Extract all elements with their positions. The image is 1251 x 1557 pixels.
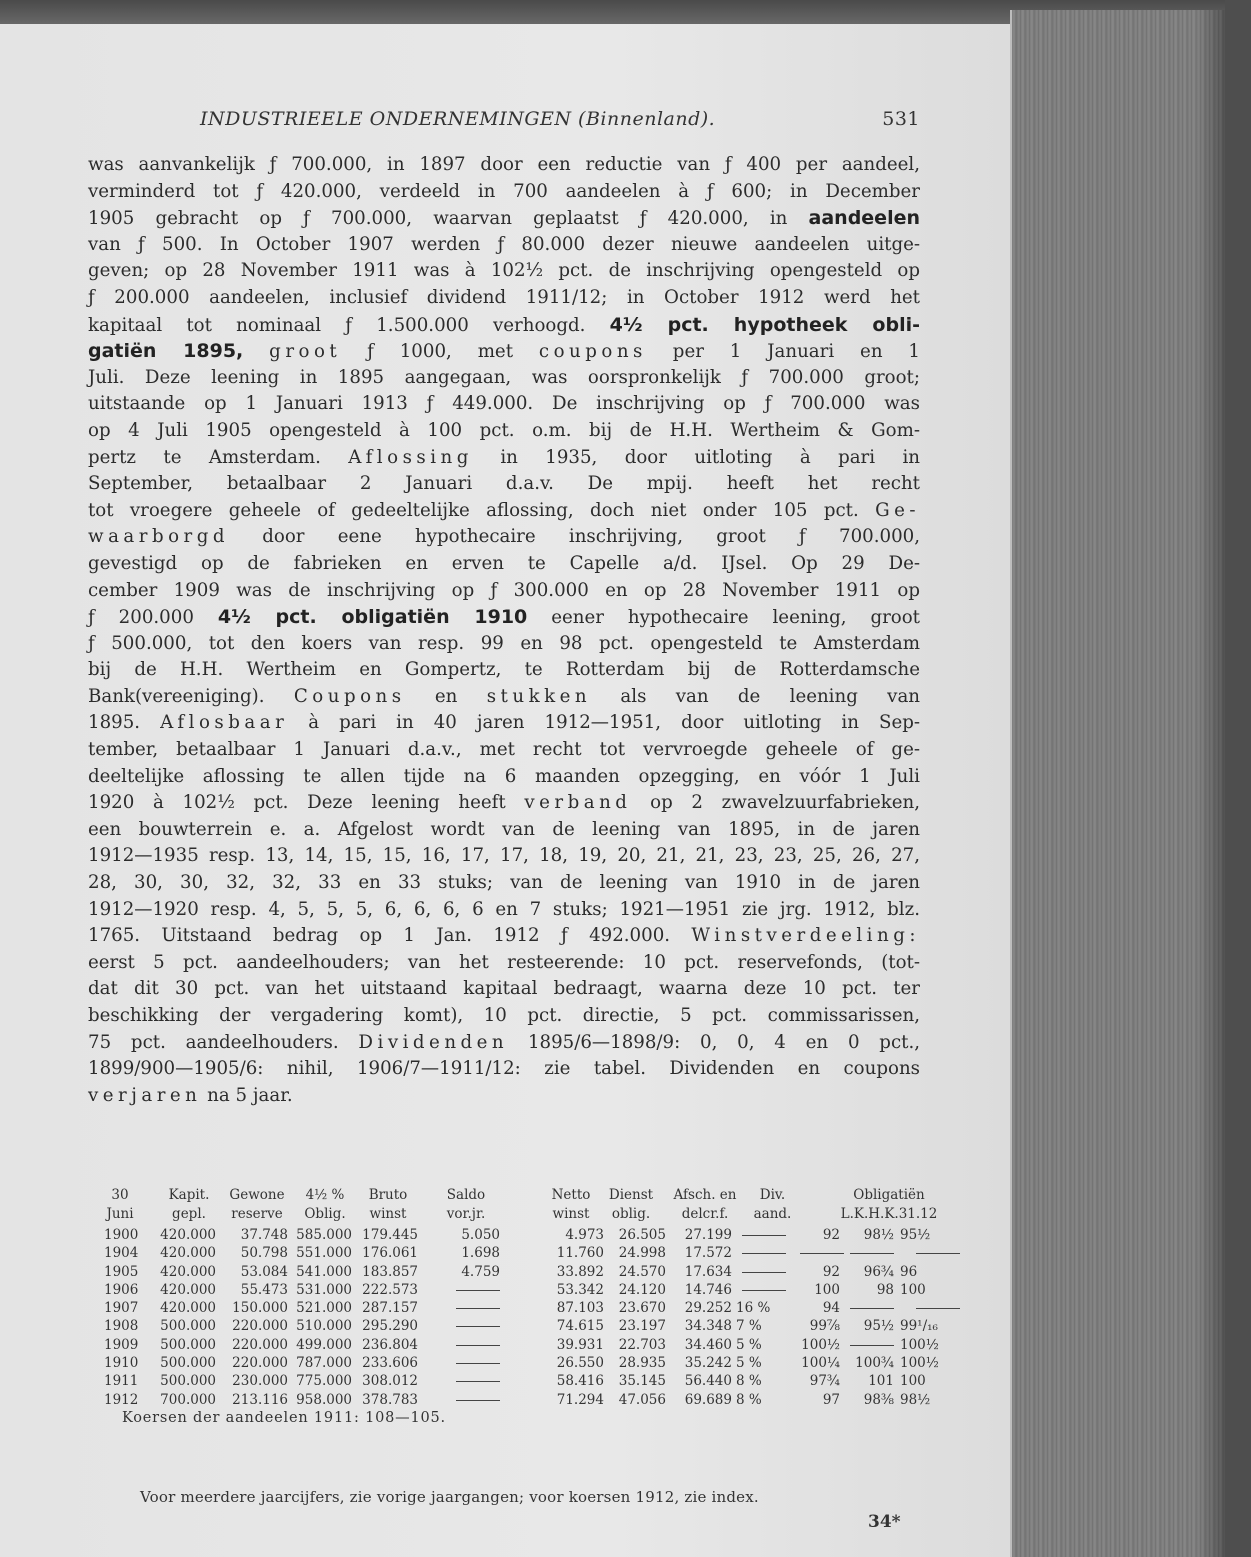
cell-saldo xyxy=(430,1317,500,1335)
column-header-line: oblig. xyxy=(611,1206,651,1222)
table-row xyxy=(100,1372,960,1390)
text-run: een bouwterrein e. a. Afgelost wordt van de leening van 1895, in de jaren xyxy=(88,818,920,840)
cell-reserve: 53.084 xyxy=(240,1263,288,1280)
text-line xyxy=(88,578,920,605)
text-run: 1920 à 102½ pct. Deze leening heeft xyxy=(88,792,525,814)
column-header xyxy=(745,1186,800,1224)
cell-div: 5 % xyxy=(736,1355,762,1372)
bold-heading: 4½ pct. obligatiën 1910 xyxy=(217,606,528,629)
text-line xyxy=(88,152,920,179)
cell-oblig: 551.000 xyxy=(296,1245,352,1262)
text-line xyxy=(88,471,920,498)
cell-reserve: 220.000 xyxy=(232,1336,288,1353)
column-header xyxy=(540,1186,602,1224)
cell-reserve: 230.000 xyxy=(232,1373,288,1390)
cell-div: 5 % xyxy=(736,1336,762,1353)
cell-afsch: 17.634 xyxy=(684,1263,732,1280)
column-header xyxy=(294,1186,356,1224)
text-line xyxy=(88,710,920,737)
cell-saldo: 5.050 xyxy=(461,1227,500,1243)
column-header-line: aand. xyxy=(753,1206,792,1222)
text-run: 1899/900—1905/6: nihil, 1906/7—1911/12: zie tabel. Dividenden en coupons xyxy=(88,1058,920,1080)
spaced-emphasis: Aflosbaar xyxy=(160,712,289,734)
cell-lk: 99⅞ xyxy=(809,1318,840,1335)
cell-lk: 92 xyxy=(822,1227,840,1243)
column-header-line: winst xyxy=(369,1206,407,1222)
text-run: tot vroegere geheele of gedeeltelijke aflossing, doch niet onder 105 pct. xyxy=(88,499,876,521)
cell-k3112: 98½ xyxy=(900,1391,931,1408)
cell-netto: 33.892 xyxy=(556,1263,604,1280)
column-header xyxy=(358,1186,418,1224)
cell-dienst: 24.998 xyxy=(618,1245,666,1262)
text-line xyxy=(88,657,920,684)
cell-year: 1904 xyxy=(104,1245,139,1262)
cell-oblig: 775.000 xyxy=(296,1373,352,1390)
cell-kapit: 500.000 xyxy=(160,1355,216,1372)
text-run: eerst 5 pct. aandeelhouders; van het resteerende: 10 pct. reservefonds, (tot- xyxy=(88,951,920,973)
cell-dienst: 24.570 xyxy=(618,1263,666,1280)
cell-kapit: 500.000 xyxy=(160,1336,216,1353)
table-header xyxy=(100,1186,960,1226)
column-header-line: Juni xyxy=(106,1206,134,1222)
text-run: en xyxy=(405,685,487,707)
text-run: verminderd tot ƒ 420.000, verdeeld in 700 aandeelen à ƒ 600; in December xyxy=(88,180,920,202)
cell-lk: 100 xyxy=(814,1281,840,1298)
running-head xyxy=(200,108,920,134)
cell-netto: 4.973 xyxy=(565,1227,604,1243)
cell-reserve: 220.000 xyxy=(232,1318,288,1335)
cell-hk: 98½ xyxy=(863,1227,894,1243)
text-run: ƒ 1000, met xyxy=(341,341,539,363)
cell-hk: 101 xyxy=(868,1373,894,1390)
cell-oblig: 531.000 xyxy=(296,1281,352,1298)
running-head-title: INDUSTRIEELE ONDERNEMINGEN (Binnenland). xyxy=(200,108,716,130)
column-header-line: Kapit. xyxy=(168,1187,210,1203)
spaced-emphasis: verjaren xyxy=(88,1084,202,1106)
cell-hk: 98 xyxy=(876,1281,894,1298)
table-row xyxy=(100,1263,960,1281)
column-header-line: reserve xyxy=(231,1206,283,1222)
cell-oblig: 510.000 xyxy=(296,1318,352,1335)
cell-dienst: 23.670 xyxy=(618,1300,666,1317)
text-run: 1765. Uitstaand bedrag op 1 Jan. 1912 ƒ 492.000. xyxy=(88,925,692,947)
cell-dienst: 23.197 xyxy=(618,1318,666,1335)
cell-div xyxy=(736,1226,786,1244)
table-row xyxy=(100,1391,960,1409)
cell-reserve: 213.116 xyxy=(232,1391,288,1408)
text-run: beschikking der vergadering komt), 10 pct. directie, 5 pct. commissarissen, xyxy=(88,1005,920,1026)
cell-afsch: 34.348 xyxy=(684,1318,732,1335)
text-run: 1895. xyxy=(88,712,161,734)
spaced-emphasis: waarborgd xyxy=(88,526,230,548)
text-line xyxy=(88,631,920,658)
column-header-line: 30 xyxy=(111,1187,129,1203)
spaced-emphasis: verband xyxy=(524,792,632,814)
column-header-line: Div. xyxy=(759,1187,786,1203)
cell-bruto: 222.573 xyxy=(362,1281,418,1298)
bold-heading: 4½ pct. hypotheek obli- xyxy=(609,313,921,336)
cell-kapit: 700.000 xyxy=(160,1391,216,1408)
column-header-line: Netto xyxy=(551,1187,591,1203)
cell-div: 8 % xyxy=(736,1391,762,1408)
cell-hk: 100¾ xyxy=(855,1355,894,1372)
column-header-line: gepl. xyxy=(172,1206,206,1222)
table-row xyxy=(100,1336,960,1354)
cell-afsch: 27.199 xyxy=(684,1227,732,1243)
spaced-emphasis: groot xyxy=(269,341,342,363)
cell-k3112: 96 xyxy=(900,1263,918,1280)
cell-afsch: 29.252 xyxy=(684,1300,732,1317)
cell-year: 1906 xyxy=(104,1281,139,1298)
spaced-emphasis: Aflossing xyxy=(348,446,473,468)
column-header-line: L.K.H.K.31.12 xyxy=(840,1206,938,1222)
table-row xyxy=(100,1299,960,1317)
page-edges-stack xyxy=(1010,10,1227,1557)
financial-table xyxy=(100,1186,960,1427)
cell-div: 7 % xyxy=(736,1318,762,1335)
cell-afsch: 56.440 xyxy=(684,1373,732,1390)
table-row xyxy=(100,1317,960,1335)
column-header-line: Afsch. en xyxy=(673,1187,737,1203)
text-run xyxy=(243,341,269,362)
cell-netto: 58.416 xyxy=(556,1373,604,1390)
cell-afsch: 35.242 xyxy=(684,1355,732,1372)
cell-kapit: 420.000 xyxy=(160,1245,216,1262)
cell-dienst: 35.145 xyxy=(618,1373,666,1390)
text-run: eener hypothecaire leening, groot xyxy=(527,607,920,629)
text-line xyxy=(88,684,920,711)
cell-oblig: 958.000 xyxy=(296,1391,352,1408)
cell-bruto: 308.012 xyxy=(362,1373,418,1390)
cell-saldo xyxy=(430,1281,500,1299)
cell-lk: 92 xyxy=(822,1263,840,1280)
cell-year: 1912 xyxy=(104,1391,139,1408)
cell-k3112: 100½ xyxy=(900,1355,939,1372)
text-run: per 1 Januari en 1 xyxy=(646,341,920,363)
text-line xyxy=(88,258,920,285)
text-run: tember, betaalbaar 1 Januari d.a.v., met recht tot vervroegde geheele of ge- xyxy=(88,739,920,761)
text-run: van ƒ 500. In October 1907 werden ƒ 80.000 dezer nieuwe aandeelen uitge- xyxy=(88,233,920,255)
cell-afsch: 14.746 xyxy=(684,1281,732,1298)
text-run: cember 1909 was de inschrijving op ƒ 300.000 en op 28 November 1911 op xyxy=(88,579,920,601)
text-line xyxy=(88,976,920,1003)
text-run: als van de leening van xyxy=(591,685,921,707)
text-line xyxy=(88,950,920,977)
text-line xyxy=(88,205,920,232)
text-run: geven; op 28 November 1911 was à 102½ pct. de inschrijving opengesteld op xyxy=(88,260,920,282)
text-run: Juli. Deze leening in 1895 aangegaan, was oorspronkelijk ƒ 700.000 groot; xyxy=(88,366,920,388)
cell-afsch: 69.689 xyxy=(684,1391,732,1408)
cell-hk: 95½ xyxy=(863,1318,894,1335)
text-run: September, betaalbaar 2 Januari d.a.v. De mpij. heeft het recht xyxy=(88,473,920,495)
cell-oblig: 521.000 xyxy=(296,1300,352,1317)
cell-div xyxy=(736,1263,786,1281)
text-line xyxy=(88,604,920,631)
cell-bruto: 176.061 xyxy=(362,1245,418,1262)
body-paragraph xyxy=(88,152,920,1109)
text-line xyxy=(88,179,920,206)
column-header-line: Gewone xyxy=(229,1187,285,1203)
text-run: ƒ 500.000, tot den koers van resp. 99 en 98 pct. opengesteld te Amsterdam xyxy=(88,632,920,654)
cell-k3112: 100 xyxy=(900,1373,926,1390)
column-header xyxy=(158,1186,220,1224)
text-line xyxy=(88,232,920,259)
cell-kapit: 420.000 xyxy=(160,1281,216,1298)
spaced-emphasis: coupons xyxy=(538,341,647,363)
cell-k3112: 95½ xyxy=(900,1227,931,1243)
cell-year: 1905 xyxy=(104,1263,139,1280)
text-run: in 1935, door uitloting à pari in xyxy=(472,446,921,468)
cell-oblig: 499.000 xyxy=(296,1336,352,1353)
cell-div xyxy=(736,1281,786,1299)
cell-bruto: 179.445 xyxy=(362,1227,418,1243)
cell-year: 1908 xyxy=(104,1318,139,1335)
cell-bruto: 378.783 xyxy=(362,1391,418,1408)
text-line xyxy=(88,923,920,950)
text-run: deeltelijke aflossing te allen tijde na 6 maanden opzegging, en vóór 1 Juli xyxy=(88,765,920,787)
cell-k3112: 100½ xyxy=(900,1336,939,1353)
cell-kapit: 500.000 xyxy=(160,1318,216,1335)
text-line xyxy=(88,790,920,817)
cell-lk: 94 xyxy=(822,1300,840,1317)
column-header xyxy=(222,1186,292,1224)
cell-dienst: 24.120 xyxy=(618,1281,666,1298)
cell-lk: 100½ xyxy=(801,1336,840,1353)
text-run: ƒ 200.000 aandeelen, inclusief dividend 1911/12; in October 1912 werd het xyxy=(88,286,920,308)
cell-oblig: 585.000 xyxy=(296,1227,352,1243)
table-body xyxy=(100,1226,960,1409)
bold-heading: gatiën 1895, xyxy=(88,340,244,363)
cell-netto: 71.294 xyxy=(556,1391,604,1408)
cell-kapit: 500.000 xyxy=(160,1373,216,1390)
cell-lk: 97 xyxy=(822,1391,840,1408)
column-header-line: delcr.f. xyxy=(681,1206,729,1222)
cell-saldo xyxy=(430,1299,500,1317)
cell-saldo xyxy=(430,1336,500,1354)
text-run: op 4 Juli 1905 opengesteld à 100 pct. o.m. bij de H.H. Wertheim & Gom- xyxy=(88,419,920,441)
text-run: 1912—1935 resp. 13, 14, 15, 15, 16, 17, 17, 18, 19, 20, 21, 21, 23, 23, 25, 26, 27, xyxy=(88,845,920,867)
cell-bruto: 236.804 xyxy=(362,1336,418,1353)
cell-hk xyxy=(848,1336,894,1354)
column-header xyxy=(600,1186,662,1224)
cell-hk: 98⅜ xyxy=(863,1391,894,1408)
text-run: 1895/6—1898/9: 0, 0, 4 en 0 pct., xyxy=(508,1031,921,1053)
cell-lk xyxy=(800,1244,840,1262)
text-line xyxy=(88,1003,920,1030)
spaced-emphasis: Ge- xyxy=(875,499,920,521)
text-run: Bank(vereeniging). xyxy=(88,685,294,707)
text-line xyxy=(88,418,920,445)
cell-k3112: 99¹/₁₆ xyxy=(900,1318,938,1335)
text-run: pertz te Amsterdam. xyxy=(88,446,349,468)
cell-dienst: 47.056 xyxy=(618,1391,666,1408)
cell-bruto: 183.857 xyxy=(362,1263,418,1280)
column-header xyxy=(430,1186,502,1224)
text-run: door eene hypothecaire inschrijving, groot ƒ 700.000, xyxy=(229,526,920,548)
column-header-line: 4½ % xyxy=(305,1187,345,1203)
column-header xyxy=(814,1186,964,1224)
column-header-line: winst xyxy=(552,1206,590,1222)
cell-kapit: 420.000 xyxy=(160,1227,216,1243)
cell-dienst: 22.703 xyxy=(618,1336,666,1353)
cell-div: 16 % xyxy=(736,1300,771,1317)
text-line xyxy=(88,524,920,551)
page-number: 531 xyxy=(882,108,920,130)
cell-kapit: 420.000 xyxy=(160,1263,216,1280)
cell-netto: 26.550 xyxy=(556,1355,604,1372)
bold-heading: aandeelen xyxy=(808,207,920,230)
cell-reserve: 50.798 xyxy=(240,1245,288,1262)
text-line xyxy=(88,1083,920,1110)
cell-netto: 74.615 xyxy=(556,1318,604,1335)
text-run: dat dit 30 pct. van het uitstaand kapitaal bedraagt, waarna deze 10 pct. ter xyxy=(88,978,920,1000)
text-run: na 5 jaar. xyxy=(201,1084,293,1106)
column-header-line: Dienst xyxy=(608,1187,654,1203)
text-line xyxy=(88,338,920,365)
text-run: ƒ 200.000 xyxy=(88,607,218,629)
cell-hk xyxy=(848,1244,894,1262)
text-run: bij de H.H. Wertheim en Gompertz, te Rotterdam bij de Rotterdamsche xyxy=(88,659,920,681)
cell-reserve: 37.748 xyxy=(240,1227,288,1243)
cell-reserve: 220.000 xyxy=(232,1355,288,1372)
text-run: kapitaal tot nominaal ƒ 1.500.000 verhoogd. xyxy=(88,314,610,336)
text-run: 1905 gebracht op ƒ 700.000, waarvan geplaatst ƒ 420.000, in xyxy=(88,208,809,230)
footnote: Voor meerdere jaarcijfers, zie vorige jaargangen; voor koersen 1912, zie index. xyxy=(140,1488,759,1506)
column-header xyxy=(665,1186,745,1224)
text-line xyxy=(88,285,920,312)
text-line xyxy=(88,737,920,764)
table-row xyxy=(100,1354,960,1372)
text-line xyxy=(88,1030,920,1057)
text-run: 28, 30, 30, 32, 32, 33 en 33 stuks; van de leening van 1910 in de jaren xyxy=(88,872,920,894)
text-line xyxy=(88,498,920,525)
cell-bruto: 287.157 xyxy=(362,1300,418,1317)
column-header xyxy=(100,1186,140,1224)
spaced-emphasis: stukken xyxy=(486,685,592,707)
cell-afsch: 34.460 xyxy=(684,1336,732,1353)
cell-lk: 97¾ xyxy=(809,1373,840,1390)
cell-bruto: 233.606 xyxy=(362,1355,418,1372)
text-line xyxy=(88,551,920,578)
text-run: à pari in 40 jaren 1912—1951, door uitloting in Sep- xyxy=(288,712,920,734)
cell-year: 1907 xyxy=(104,1300,139,1317)
cell-hk: 96¾ xyxy=(863,1263,894,1280)
cell-netto: 87.103 xyxy=(556,1300,604,1317)
text-run: gevestigd op de fabrieken en erven te Capelle a/d. IJsel. Op 29 De- xyxy=(88,552,920,574)
cell-saldo xyxy=(430,1391,500,1409)
text-run: op 2 zwavelzuurfabrieken, xyxy=(631,792,920,814)
cell-oblig: 787.000 xyxy=(296,1355,352,1372)
cell-reserve: 55.473 xyxy=(240,1281,288,1298)
text-line xyxy=(88,897,920,924)
cell-k3112 xyxy=(900,1299,960,1317)
text-line xyxy=(88,312,920,339)
cell-netto: 53.342 xyxy=(556,1281,604,1298)
column-header-line: Obligatiën xyxy=(853,1187,925,1203)
text-line xyxy=(88,445,920,472)
spaced-emphasis: Winstverdeeling: xyxy=(691,925,920,947)
column-header-line: Bruto xyxy=(368,1187,408,1203)
column-header-line: Oblig. xyxy=(304,1206,346,1222)
cell-k3112: 100 xyxy=(900,1281,926,1298)
cell-reserve: 150.000 xyxy=(232,1300,288,1317)
text-run: was aanvankelijk ƒ 700.000, in 1897 door een reductie van ƒ 400 per aandeel, xyxy=(88,154,920,175)
cell-year: 1911 xyxy=(104,1373,139,1390)
cell-dienst: 26.505 xyxy=(618,1227,666,1243)
text-line xyxy=(88,391,920,418)
text-line xyxy=(88,870,920,897)
cell-kapit: 420.000 xyxy=(160,1300,216,1317)
column-header-line: vor.jr. xyxy=(446,1206,486,1222)
cell-year: 1910 xyxy=(104,1355,139,1372)
text-line xyxy=(88,365,920,392)
cell-hk xyxy=(848,1299,894,1317)
cell-k3112 xyxy=(900,1244,960,1262)
text-line xyxy=(88,1056,920,1083)
text-line xyxy=(88,817,920,844)
scan-background xyxy=(1225,0,1251,1557)
spaced-emphasis: Dividenden xyxy=(358,1031,509,1053)
cell-netto: 11.760 xyxy=(556,1245,604,1262)
text-run: uitstaande op 1 Januari 1913 ƒ 449.000. De inschrijving op ƒ 700.000 was xyxy=(88,393,920,415)
column-header-line: Saldo xyxy=(446,1187,486,1203)
cell-saldo: 4.759 xyxy=(461,1263,500,1280)
cell-saldo xyxy=(430,1354,500,1372)
text-run: 1912—1920 resp. 4, 5, 5, 5, 6, 6, 6, 6 en 7 stuks; 1921—1951 zie jrg. 1912, blz. xyxy=(88,898,920,920)
text-line xyxy=(88,843,920,870)
cell-div: 8 % xyxy=(736,1373,762,1390)
cell-year: 1909 xyxy=(104,1336,139,1353)
spaced-emphasis: Coupons xyxy=(293,685,406,707)
cell-oblig: 541.000 xyxy=(296,1263,352,1280)
text-run: 75 pct. aandeelhouders. xyxy=(88,1031,359,1053)
cell-saldo xyxy=(430,1372,500,1390)
cell-afsch: 17.572 xyxy=(684,1245,732,1262)
cell-lk: 100¼ xyxy=(801,1355,840,1372)
cell-bruto: 295.290 xyxy=(362,1318,418,1335)
table-row xyxy=(100,1244,960,1262)
cell-year: 1900 xyxy=(104,1227,139,1243)
table-row xyxy=(100,1226,960,1244)
cell-netto: 39.931 xyxy=(556,1336,604,1353)
signature-mark: 34* xyxy=(868,1512,901,1532)
table-row xyxy=(100,1281,960,1299)
cell-dienst: 28.935 xyxy=(618,1355,666,1372)
text-line xyxy=(88,764,920,791)
cell-saldo: 1.698 xyxy=(461,1245,500,1262)
koersen-note: Koersen der aandeelen 1911: 108—105. xyxy=(122,1409,446,1426)
cell-div xyxy=(736,1244,786,1262)
